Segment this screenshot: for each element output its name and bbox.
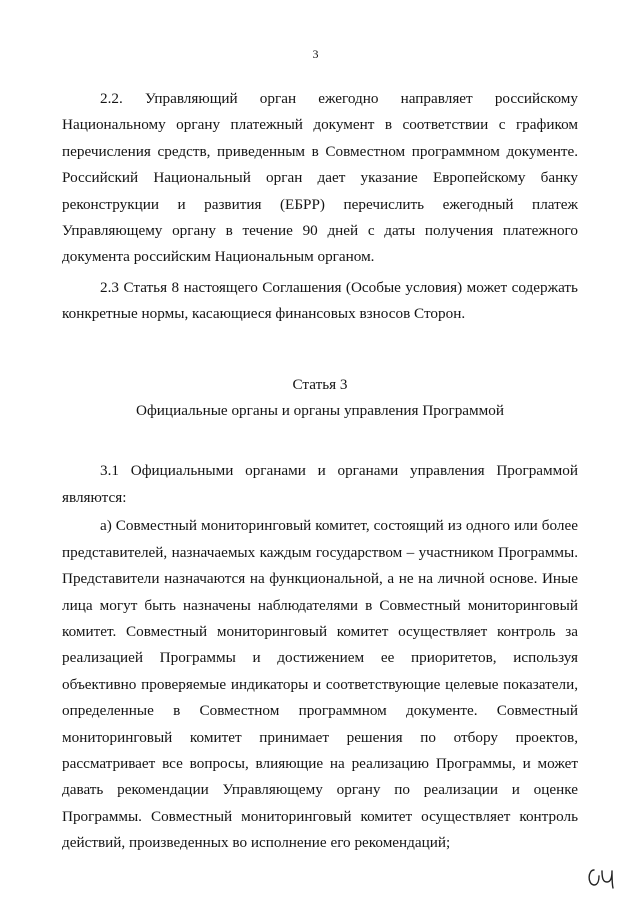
document-body	[62, 86, 578, 857]
paragraph-a: а) Совместный мониторинговый комитет, состоящий из одного или более представителей, назначаемых каждым государством – участником Программы. Представители назначаются на функциональной, а не на личной основе. Иные лица могут быть назначены наблюдателями в Совместный мониторинговый комитет. Совместный мониторинговый комитет осуществляет контроль за реализацией Программы и достижением ее приоритетов, используя объективно проверяемые индикаторы и соответствующие целевые показатели, определенные в Совместном программном документе. Совместный мониторинговый комитет принимает решения по отбору проектов, рассматривает все вопросы, влияющие на реализацию Программы, и может давать рекомендации Управляющему органу по реализации и оценке Программы. Совместный мониторинговый комитет осуществляет контроль действий, произведенных во исполнение его рекомендаций;	[62, 517, 578, 852]
article-title: Официальные органы и органы управления Программой	[136, 402, 504, 420]
paragraph-2-2: 2.2. Управляющий орган ежегодно направляет российскому Национальному органу платежный документ в соответствии с графиком перечисления средств, приведенным в Совместном программном документе. Российский Национальный орган дает указание Европейскому банку реконструкции и развития (ЕБРР) перечислить ежегодный платеж Управляющему органу в течение 90 дней с даты получения платежного документа российским Национальным органом.	[62, 90, 578, 266]
paragraph-3-1: 3.1 Официальными органами и органами управления Программой являются:	[62, 462, 578, 506]
paragraph-2-3: 2.3 Статья 8 настоящего Соглашения (Особые условия) может содержать конкретные нормы, касающиеся финансовых взносов Сторон.	[62, 278, 578, 323]
article-number: Статья 3	[292, 375, 348, 393]
page-number: 3	[312, 47, 319, 61]
handwritten-initials	[584, 862, 620, 892]
